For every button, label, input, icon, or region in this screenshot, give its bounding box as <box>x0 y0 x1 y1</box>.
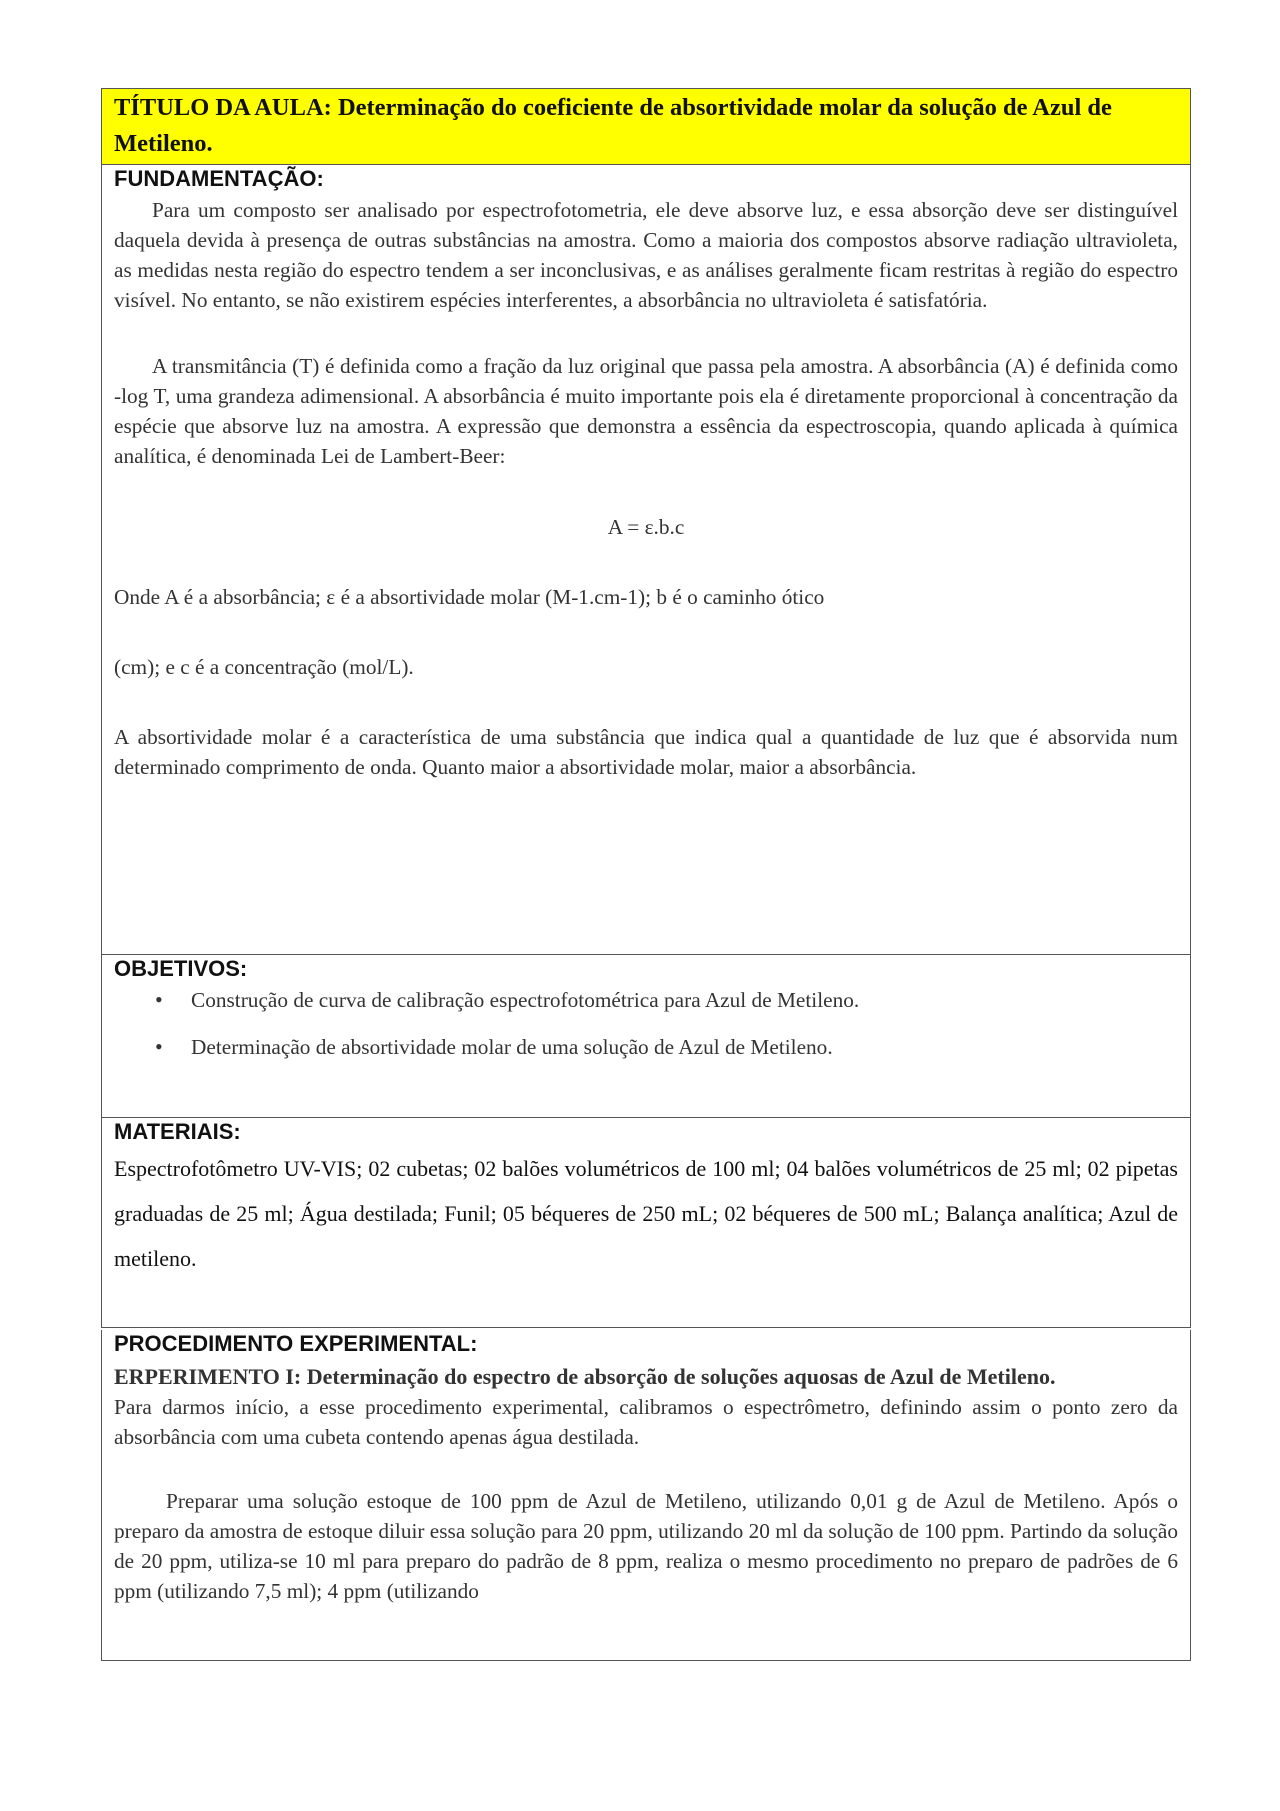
procedimento-paragraph-1: Para darmos início, a esse procedimento experimental, calibramos o espectrômetro, definindo assim o ponto zero da absorbância com uma cubeta contendo apenas água destilada. <box>114 1395 1178 1449</box>
bullet-icon: • <box>155 987 163 1012</box>
materiais-section <box>101 1118 1191 1328</box>
list-item <box>102 985 1178 1015</box>
procedimento-paragraph-2: Preparar uma solução estoque de 100 ppm de Azul de Metileno, utilizando 0,01 g de Azul de Metileno. Após o preparo da amostra de estoque diluir essa solução para 20 ppm, utilizando 20 ml da solução de 100 ppm. Partindo da solução de 20 ppm, utiliza-se 10 ml para preparo do padrão de 8 ppm, realiza o mesmo procedimento no preparo de padrões de 6 ppm (utilizando 7,5 ml); 4 ppm (utilizando <box>114 1489 1178 1603</box>
objetivo-text: Determinação de absortividade molar de uma solução de Azul de Metileno. <box>191 1035 833 1059</box>
procedimento-section <box>101 1330 1191 1661</box>
fundamentacao-section <box>101 165 1191 955</box>
list-item <box>102 1032 1178 1062</box>
fundamentacao-paragraph-4: (cm); e c é a concentração (mol/L). <box>114 655 414 679</box>
fundamentacao-paragraph-2: A transmitância (T) é definida como a fração da luz original que passa pela amostra. A absorbância (A) é definida como -log T, uma grandeza adimensional. A absorbância é muito importante pois ela é diretamente proporcional à concentração da espécie que absorve luz na amostra. A expressão que demonstra a essência da espectroscopia, quando aplicada à química analítica, é denominada Lei de Lambert-Beer: <box>114 354 1178 468</box>
lesson-title-box <box>101 88 1191 165</box>
procedimento-heading: PROCEDIMENTO EXPERIMENTAL: <box>114 1331 478 1356</box>
lesson-title-text: Determinação do coeficiente de absortividade molar da solução de Azul de Metileno. <box>114 94 1112 157</box>
fundamentacao-paragraph-3: Onde A é a absorbância; ε é a absortividade molar (M-1.cm-1); b é o caminho ótico <box>114 585 825 609</box>
lambert-beer-equation: A = ε.b.c <box>607 515 685 539</box>
objetivos-section <box>101 955 1191 1118</box>
materiais-list-text: Espectrofotômetro UV-VIS; 02 cubetas; 02 balões volumétricos de 100 ml; 04 balões volumétricos de 25 ml; 02 pipetas graduadas de 25 ml; Água destilada; Funil; 05 béqueres de 250 mL; 02 béqueres de 500 mL; Balança analítica; Azul de metileno. <box>114 1156 1178 1271</box>
fundamentacao-paragraph-1: Para um composto ser analisado por espectrofotometria, ele deve absorve luz, e essa absorção deve ser distinguível daquela devida à presença de outras substâncias na amostra. Como a maioria dos compostos absorve radiação ultravioleta, as medidas nesta região do espectro tendem a ser inconclusivas, e as análises geralmente ficam restritas à região do espectro visível. No entanto, se não existirem espécies interferentes, a absorbância no ultravioleta é satisfatória. <box>114 198 1178 312</box>
objetivo-text: Construção de curva de calibração espectrofotométrica para Azul de Metileno. <box>191 988 860 1012</box>
lesson-title-label: TÍTULO DA AULA: <box>114 94 332 121</box>
fundamentacao-paragraph-5: A absortividade molar é a característica de uma substância que indica qual a quantidade de luz que é absorvida num determinado comprimento de onda. Quanto maior a absortividade molar, maior a absorbância. <box>114 725 1178 779</box>
fundamentacao-heading: FUNDAMENTAÇÃO: <box>114 166 324 191</box>
objetivos-list <box>102 985 1190 1062</box>
experiment-1-title: ERPERIMENTO I: Determinação do espectro de absorção de soluções aquosas de Azul de Metileno. <box>114 1364 1056 1389</box>
objetivos-heading: OBJETIVOS: <box>114 956 248 981</box>
document-page <box>101 88 1191 1661</box>
materiais-heading: MATERIAIS: <box>114 1119 241 1144</box>
bullet-icon: • <box>155 1034 163 1059</box>
